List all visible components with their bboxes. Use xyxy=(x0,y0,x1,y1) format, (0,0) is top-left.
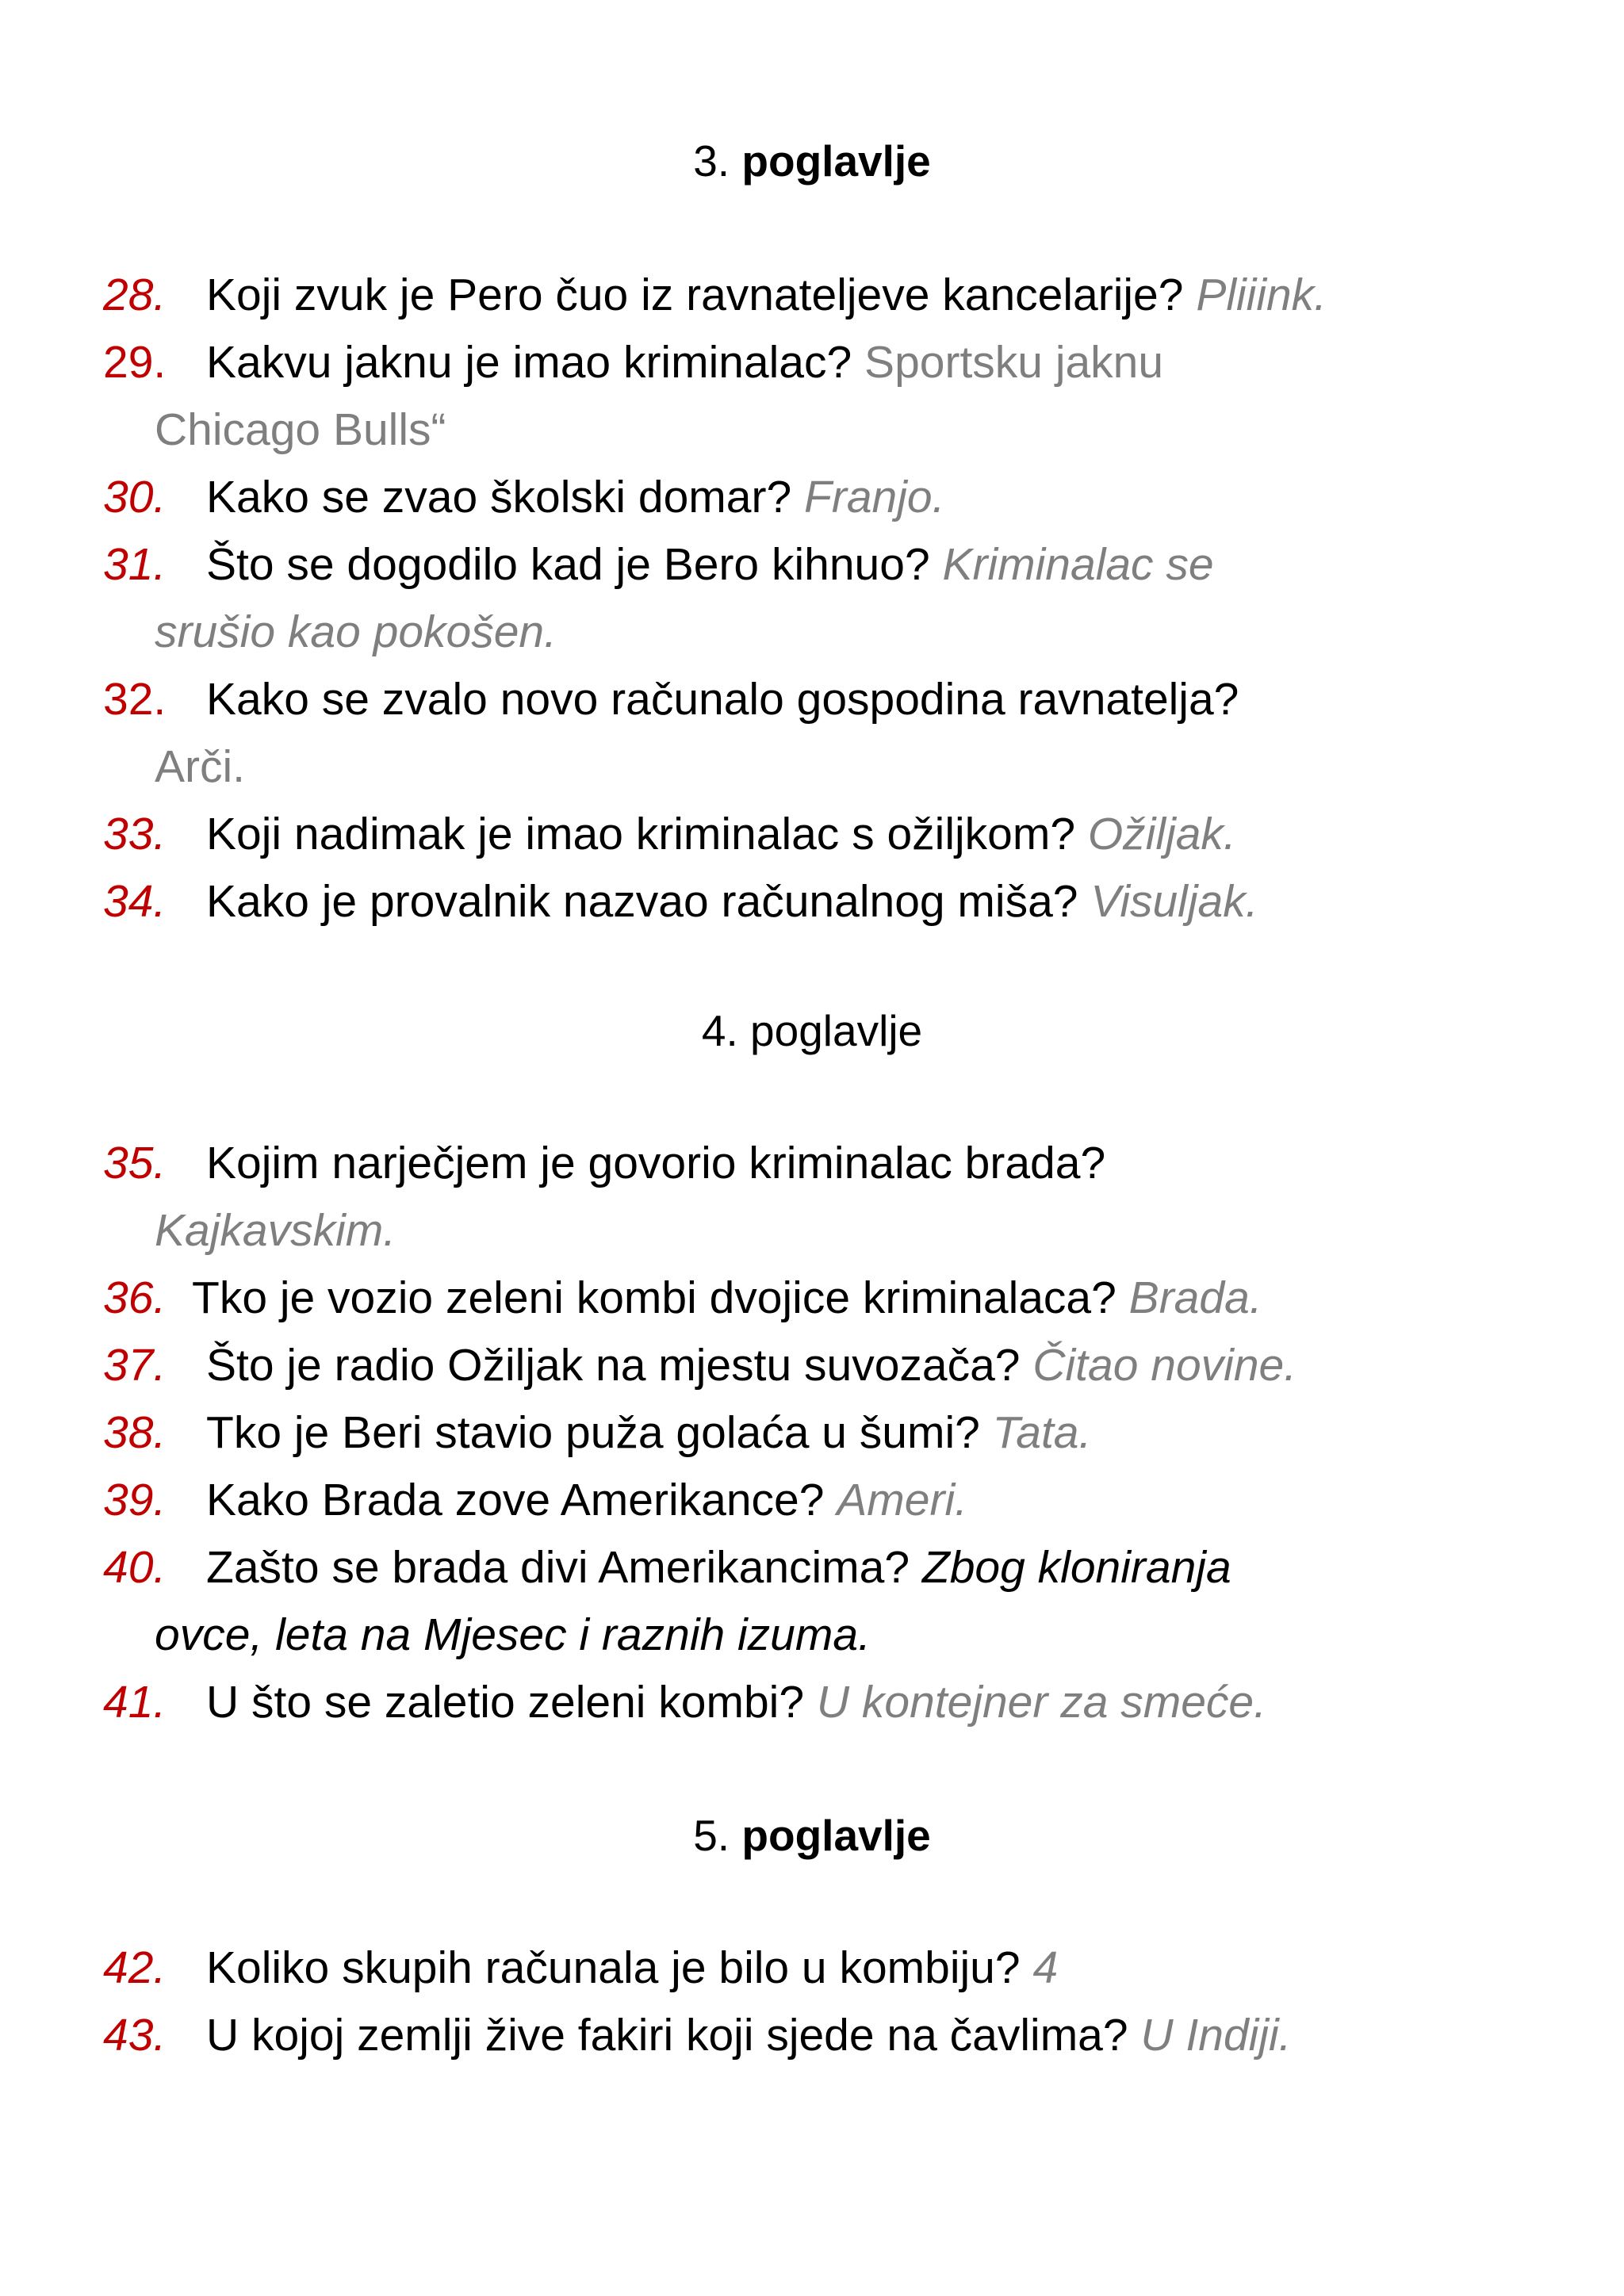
question-34 xyxy=(103,868,1530,936)
answer-text: U Indiji. xyxy=(1140,2010,1292,2061)
chapter-word: poglavlje xyxy=(741,136,931,186)
question-text: Tko je vozio zeleni kombi dvojice kriminalaca? xyxy=(192,1272,1116,1323)
question-33 xyxy=(103,801,1530,868)
answer-text: Sportsku jaknu xyxy=(864,337,1164,388)
question-text: Koji zvuk je Pero čuo iz ravnateljeve kancelarije? xyxy=(206,270,1184,320)
question-text: Što se dogodilo kad je Bero kihnuo? xyxy=(206,539,930,590)
question-31 xyxy=(103,531,1530,666)
question-36 xyxy=(103,1265,1530,1332)
question-text: Kako Brada zove Amerikance? xyxy=(206,1475,825,1525)
answer-text: Kajkavskim. xyxy=(155,1205,396,1256)
question-number: 38. xyxy=(103,1407,167,1458)
question-number: 41. xyxy=(103,1677,167,1728)
question-text: Koliko skupih računala je bilo u kombiju? xyxy=(206,1942,1021,1993)
question-text: Koji nadimak je imao kriminalac s ožiljkom? xyxy=(206,809,1076,859)
question-41 xyxy=(103,1669,1530,1736)
question-32 xyxy=(103,666,1530,801)
answer-text: Visuljak. xyxy=(1090,876,1258,927)
question-text: Kako se zvalo novo računalo gospodina ravnatelja? xyxy=(206,674,1239,725)
question-number: 31. xyxy=(103,539,167,590)
question-text: U što se zaletio zeleni kombi? xyxy=(206,1677,805,1728)
question-30 xyxy=(103,464,1530,531)
answer-text: Čitao novine. xyxy=(1032,1340,1297,1391)
question-text: Kojim narječjem je govorio kriminalac brada? xyxy=(206,1138,1106,1188)
question-text: U kojoj zemlji žive fakiri koji sjede na čavlima? xyxy=(206,2010,1128,2061)
question-28 xyxy=(103,262,1530,329)
question-number: 29. xyxy=(103,337,167,388)
question-29 xyxy=(103,329,1530,464)
chapter-heading-3 xyxy=(0,133,1624,189)
question-number: 43. xyxy=(103,2010,167,2061)
question-42 xyxy=(103,1934,1530,2002)
question-text: Kakvu jaknu je imao kriminalac? xyxy=(206,337,852,388)
chapter-title: 4. poglavlje xyxy=(701,1006,923,1055)
question-text: Kako je provalnik nazvao računalnog miša? xyxy=(206,876,1078,927)
answer-text: Arči. xyxy=(155,741,245,792)
question-35 xyxy=(103,1130,1530,1265)
answer-text: Tata. xyxy=(992,1407,1092,1458)
question-number: 42. xyxy=(103,1942,167,1993)
answer-text: 4 xyxy=(1032,1942,1059,1993)
chapter-heading-5 xyxy=(0,1808,1624,1863)
question-43 xyxy=(103,2002,1530,2069)
question-number: 40. xyxy=(103,1542,167,1593)
chapter-heading-4 xyxy=(0,1003,1624,1058)
chapter-number: 3. xyxy=(693,136,730,186)
answer-text: Pliiink. xyxy=(1196,270,1327,320)
question-number: 39. xyxy=(103,1475,167,1525)
question-number: 32. xyxy=(103,674,167,725)
question-text: Zašto se brada divi Amerikancima? xyxy=(206,1542,910,1593)
question-number: 28. xyxy=(103,270,167,320)
answer-continuation: Chicago Bulls“ xyxy=(155,404,446,455)
answer-text: U kontejner za smeće. xyxy=(816,1677,1266,1728)
question-number: 37. xyxy=(103,1340,167,1391)
answer-text: Ožiljak. xyxy=(1087,809,1236,859)
question-number: 34. xyxy=(103,876,167,927)
answer-text: Ameri. xyxy=(837,1475,967,1525)
question-number: 36. xyxy=(103,1272,167,1323)
question-text: Što je radio Ožiljak na mjestu suvozača? xyxy=(206,1340,1021,1391)
answer-text: Brada. xyxy=(1128,1272,1262,1323)
question-37 xyxy=(103,1332,1530,1399)
question-text: Tko je Beri stavio puža golaća u šumi? xyxy=(206,1407,980,1458)
question-39 xyxy=(103,1467,1530,1534)
question-number: 33. xyxy=(103,809,167,859)
chapter-number: 5. xyxy=(693,1811,730,1860)
answer-text: Kriminalac se xyxy=(942,539,1214,590)
answer-text: Franjo. xyxy=(804,472,945,522)
question-text: Kako se zvao školski domar? xyxy=(206,472,792,522)
chapter-word: poglavlje xyxy=(741,1811,931,1860)
question-38 xyxy=(103,1399,1530,1467)
answer-text: Zbog kloniranja xyxy=(921,1542,1231,1593)
answer-continuation: ovce, leta na Mjesec i raznih izuma. xyxy=(155,1609,871,1660)
question-number: 30. xyxy=(103,472,167,522)
answer-continuation: srušio kao pokošen. xyxy=(155,607,557,657)
question-40 xyxy=(103,1534,1530,1669)
question-number: 35. xyxy=(103,1138,167,1188)
